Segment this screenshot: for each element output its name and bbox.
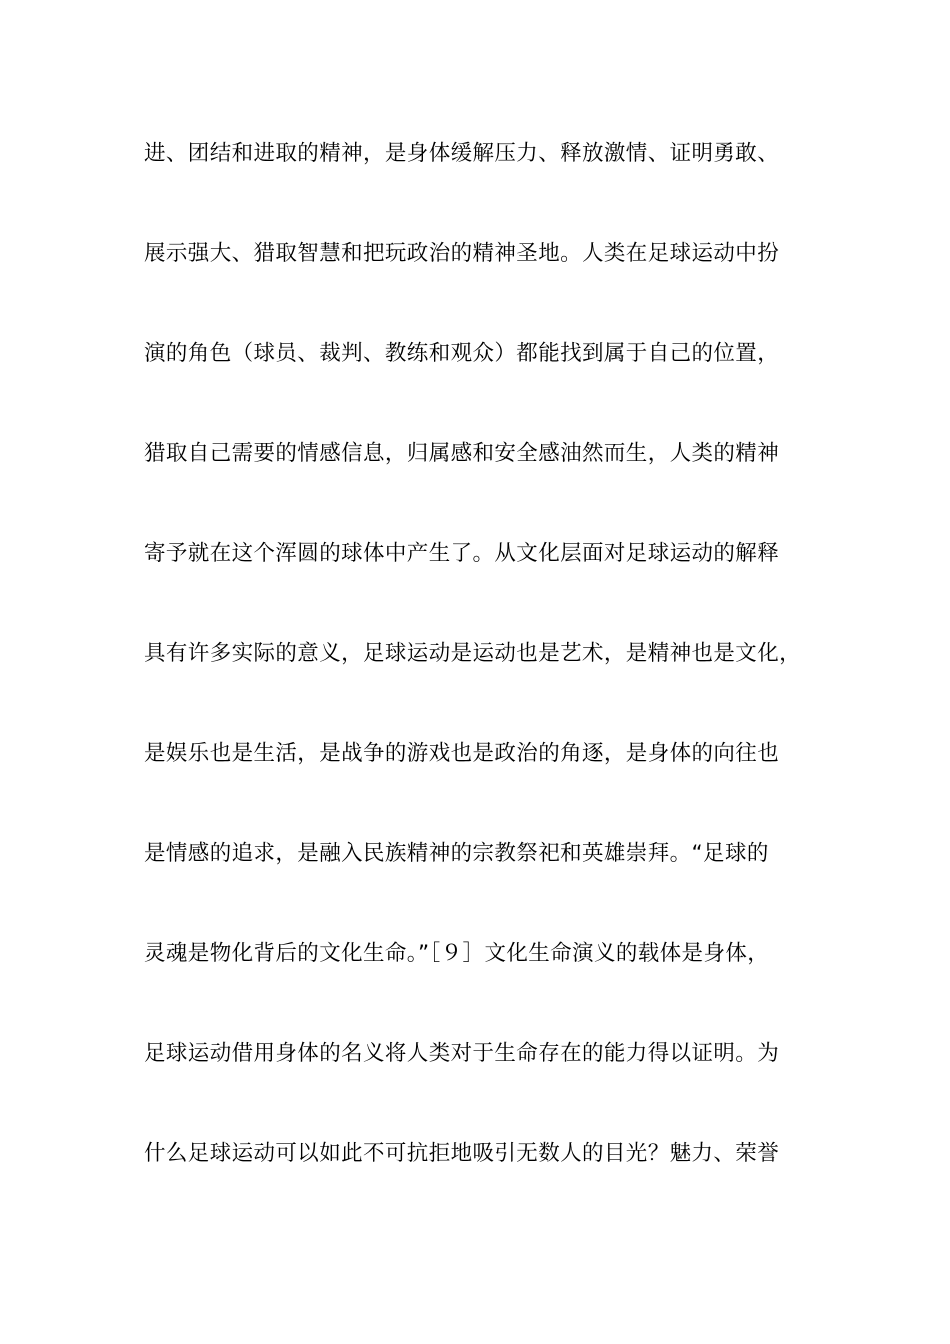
text-line-10: 足球运动借用身体的名义将人类对于生命存在的能力得以证明。为 xyxy=(144,1041,780,1066)
text-line-3: 演的角色（球员、裁判、教练和观众）都能找到属于自己的位置， xyxy=(144,341,780,366)
text-line-11: 什么足球运动可以如此不可抗拒地吸引无数人的目光？魅力、荣誉 xyxy=(144,1141,780,1166)
text-line-4: 猎取自己需要的情感信息，归属感和安全感油然而生，人类的精神 xyxy=(144,441,780,466)
text-line-8: 是情感的追求，是融入民族精神的宗教祭祀和英雄崇拜。“足球的 xyxy=(144,841,769,866)
body-text xyxy=(144,126,834,1226)
text-line-1: 进、团结和进取的精神，是身体缓解压力、释放激情、证明勇敢、 xyxy=(144,141,780,166)
text-line-6: 具有许多实际的意义，足球运动是运动也是艺术，是精神也是文化， xyxy=(144,641,802,666)
text-line-2: 展示强大、猎取智慧和把玩政治的精神圣地。人类在足球运动中扮 xyxy=(144,241,780,266)
text-line-9: 灵魂是物化背后的文化生命。”［９］文化生命演义的载体是身体， xyxy=(144,941,770,966)
text-line-7: 是娱乐也是生活，是战争的游戏也是政治的角逐，是身体的向往也 xyxy=(144,741,780,766)
text-line-5: 寄予就在这个浑圆的球体中产生了。从文化层面对足球运动的解释 xyxy=(144,541,780,566)
